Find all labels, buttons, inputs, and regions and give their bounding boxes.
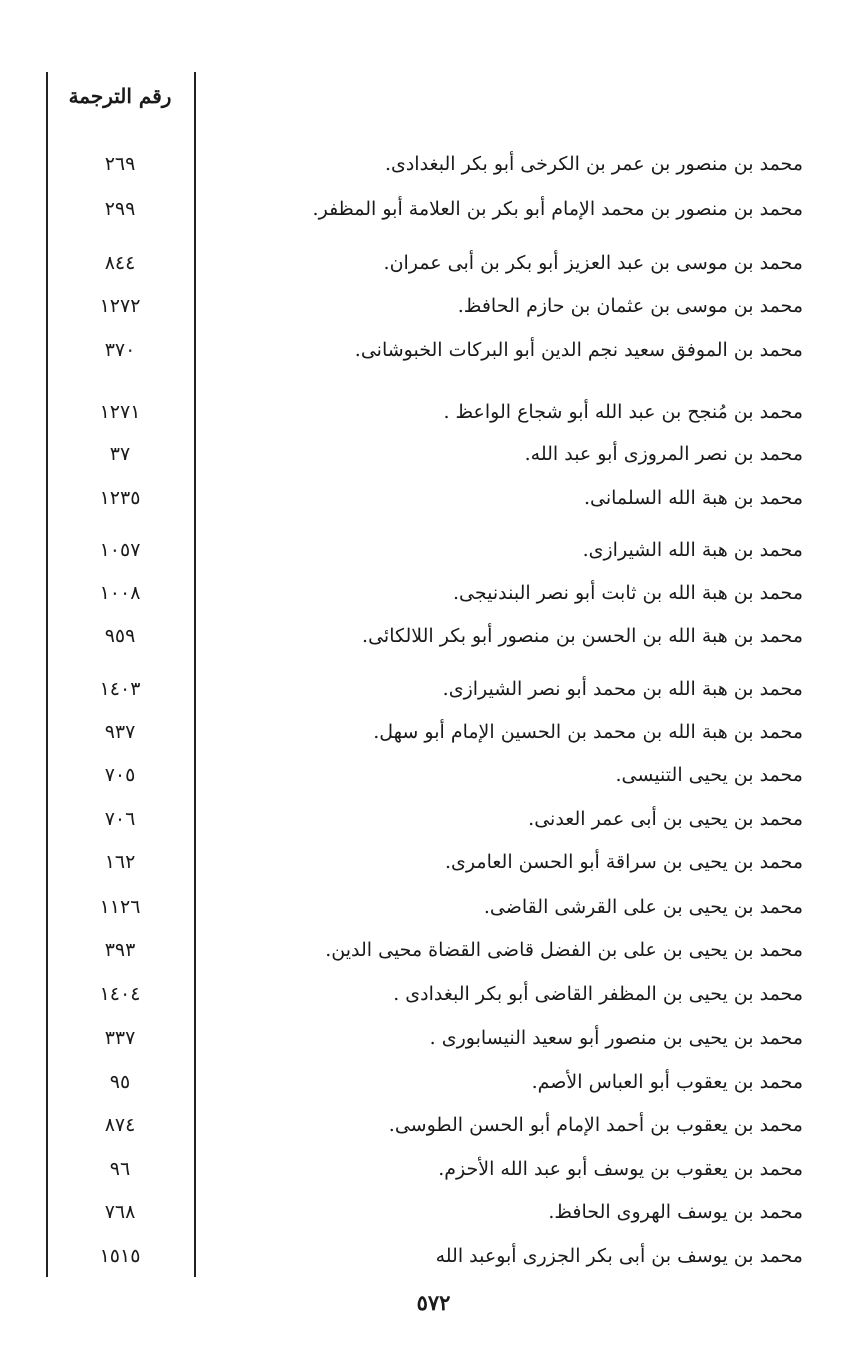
entry-number: ٧٦٨ — [104, 1201, 136, 1223]
entry-name: محمد بن موسى بن عبد العزيز أبو بكر بن أبى عمران. — [383, 252, 803, 274]
entry-name: محمد بن هبة الله بن محمد بن الحسين الإمام أبو سهل. — [373, 721, 803, 743]
entry-name: محمد بن هبة الله بن محمد أبو نصر الشيرازى. — [442, 678, 803, 700]
entry-number: ٩٣٧ — [104, 721, 136, 743]
entry-name: محمد بن هبة الله الشيرازى. — [582, 539, 803, 561]
entry-name: محمد بن يعقوب بن يوسف أبو عبد الله الأحزم. — [438, 1158, 803, 1180]
entry-number: ٣٣٧ — [104, 1027, 136, 1049]
entry-number: ١٢٧٢ — [99, 295, 141, 317]
entry-name: محمد بن هبة الله بن ثابت أبو نصر البندنيجى. — [452, 582, 803, 604]
entry-name: محمد بن يحيى بن المظفر القاضى أبو بكر البغدادى . — [393, 983, 803, 1005]
table-row — [0, 669, 867, 709]
table-row — [0, 144, 867, 184]
entry-name: محمد بن نصر المروزى أبو عبد الله. — [524, 443, 803, 465]
entry-name: محمد بن مُنجح بن عبد الله أبو شجاع الواعظ . — [443, 401, 803, 423]
table-row — [0, 330, 867, 370]
entry-name: محمد بن هبة الله بن الحسن بن منصور أبو بكر اللالكائى. — [362, 625, 803, 647]
entry-number: ٣٩٣ — [104, 939, 136, 961]
entry-number: ٣٧٠ — [104, 339, 136, 361]
table-row — [0, 712, 867, 752]
table-row — [0, 1236, 867, 1276]
entry-name: محمد بن منصور بن عمر بن الكرخى أبو بكر البغدادى. — [384, 153, 803, 175]
entry-number: ٢٦٩ — [104, 153, 136, 175]
entry-number: ٩٥٩ — [104, 625, 136, 647]
table-row — [0, 1192, 867, 1232]
entry-number: ١٤٠٤ — [99, 983, 141, 1005]
table-row — [0, 530, 867, 570]
table-row — [0, 974, 867, 1014]
table-row — [0, 478, 867, 518]
entry-name: محمد بن منصور بن محمد الإمام أبو بكر بن العلامة أبو المظفر. — [312, 198, 803, 220]
table-row — [0, 189, 867, 229]
entry-name: محمد بن يحيى بن على القرشى القاضى. — [483, 896, 803, 918]
table-row — [0, 930, 867, 970]
entry-name: محمد بن يوسف بن أبى بكر الجزرى أبوعبد الله — [435, 1245, 803, 1267]
table-row — [0, 286, 867, 326]
entry-number: ٨٧٤ — [104, 1114, 136, 1136]
entry-number: ٢٩٩ — [104, 198, 136, 220]
entry-name: محمد بن الموفق سعيد نجم الدين أبو البركات الخبوشانى. — [354, 339, 803, 361]
entry-number: ١٢٧١ — [99, 401, 141, 423]
entry-number: ٩٦ — [109, 1158, 131, 1180]
table-row — [0, 842, 867, 882]
table-row — [0, 1062, 867, 1102]
entry-number: ١٠٥٧ — [99, 539, 141, 561]
entry-number: ١٥١٥ — [99, 1245, 141, 1267]
entry-name: محمد بن هبة الله السلمانى. — [583, 487, 803, 509]
entry-number: ٧٠٦ — [104, 808, 136, 830]
entry-number: ٩٥ — [109, 1071, 131, 1093]
table-row — [0, 1018, 867, 1058]
entry-number: ١٢٣٥ — [99, 487, 141, 509]
table-row — [0, 887, 867, 927]
entry-number: ١٦٢ — [104, 851, 136, 873]
entry-name: محمد بن موسى بن عثمان بن حازم الحافظ. — [457, 295, 803, 317]
table-row — [0, 1149, 867, 1189]
table-row — [0, 434, 867, 474]
table-row — [0, 799, 867, 839]
entry-name: محمد بن يحيى بن على بن الفضل قاضى القضاة محيى الدين. — [325, 939, 803, 961]
entry-number: ١٠٠٨ — [99, 582, 141, 604]
entry-name: محمد بن يحيى بن سراقة أبو الحسن العامرى. — [445, 851, 803, 873]
entry-number: ٨٤٤ — [104, 252, 136, 274]
entry-number: ٣٧ — [109, 443, 131, 465]
column-header: رقم الترجمة — [68, 84, 172, 108]
entry-name: محمد بن يحيى التنيسى. — [615, 764, 803, 786]
entry-name: محمد بن يعقوب بن أحمد الإمام أبو الحسن الطوسى. — [388, 1114, 803, 1136]
entry-name: محمد بن يحيى بن أبى عمر العدنى. — [528, 808, 803, 830]
entry-number: ٧٠٥ — [104, 764, 136, 786]
table-row — [0, 573, 867, 613]
page-number: ٥٧٢ — [416, 1290, 451, 1315]
entry-name: محمد بن يعقوب أبو العباس الأصم. — [531, 1071, 803, 1093]
table-row — [0, 755, 867, 795]
table-row — [0, 616, 867, 656]
entry-name: محمد بن يوسف الهروى الحافظ. — [548, 1201, 803, 1223]
entry-number: ١١٢٦ — [99, 896, 141, 918]
table-row — [0, 1105, 867, 1145]
entry-number: ١٤٠٣ — [99, 678, 141, 700]
entry-name: محمد بن يحيى بن منصور أبو سعيد النيسابورى . — [429, 1027, 803, 1049]
table-row — [0, 392, 867, 432]
table-row — [0, 243, 867, 283]
